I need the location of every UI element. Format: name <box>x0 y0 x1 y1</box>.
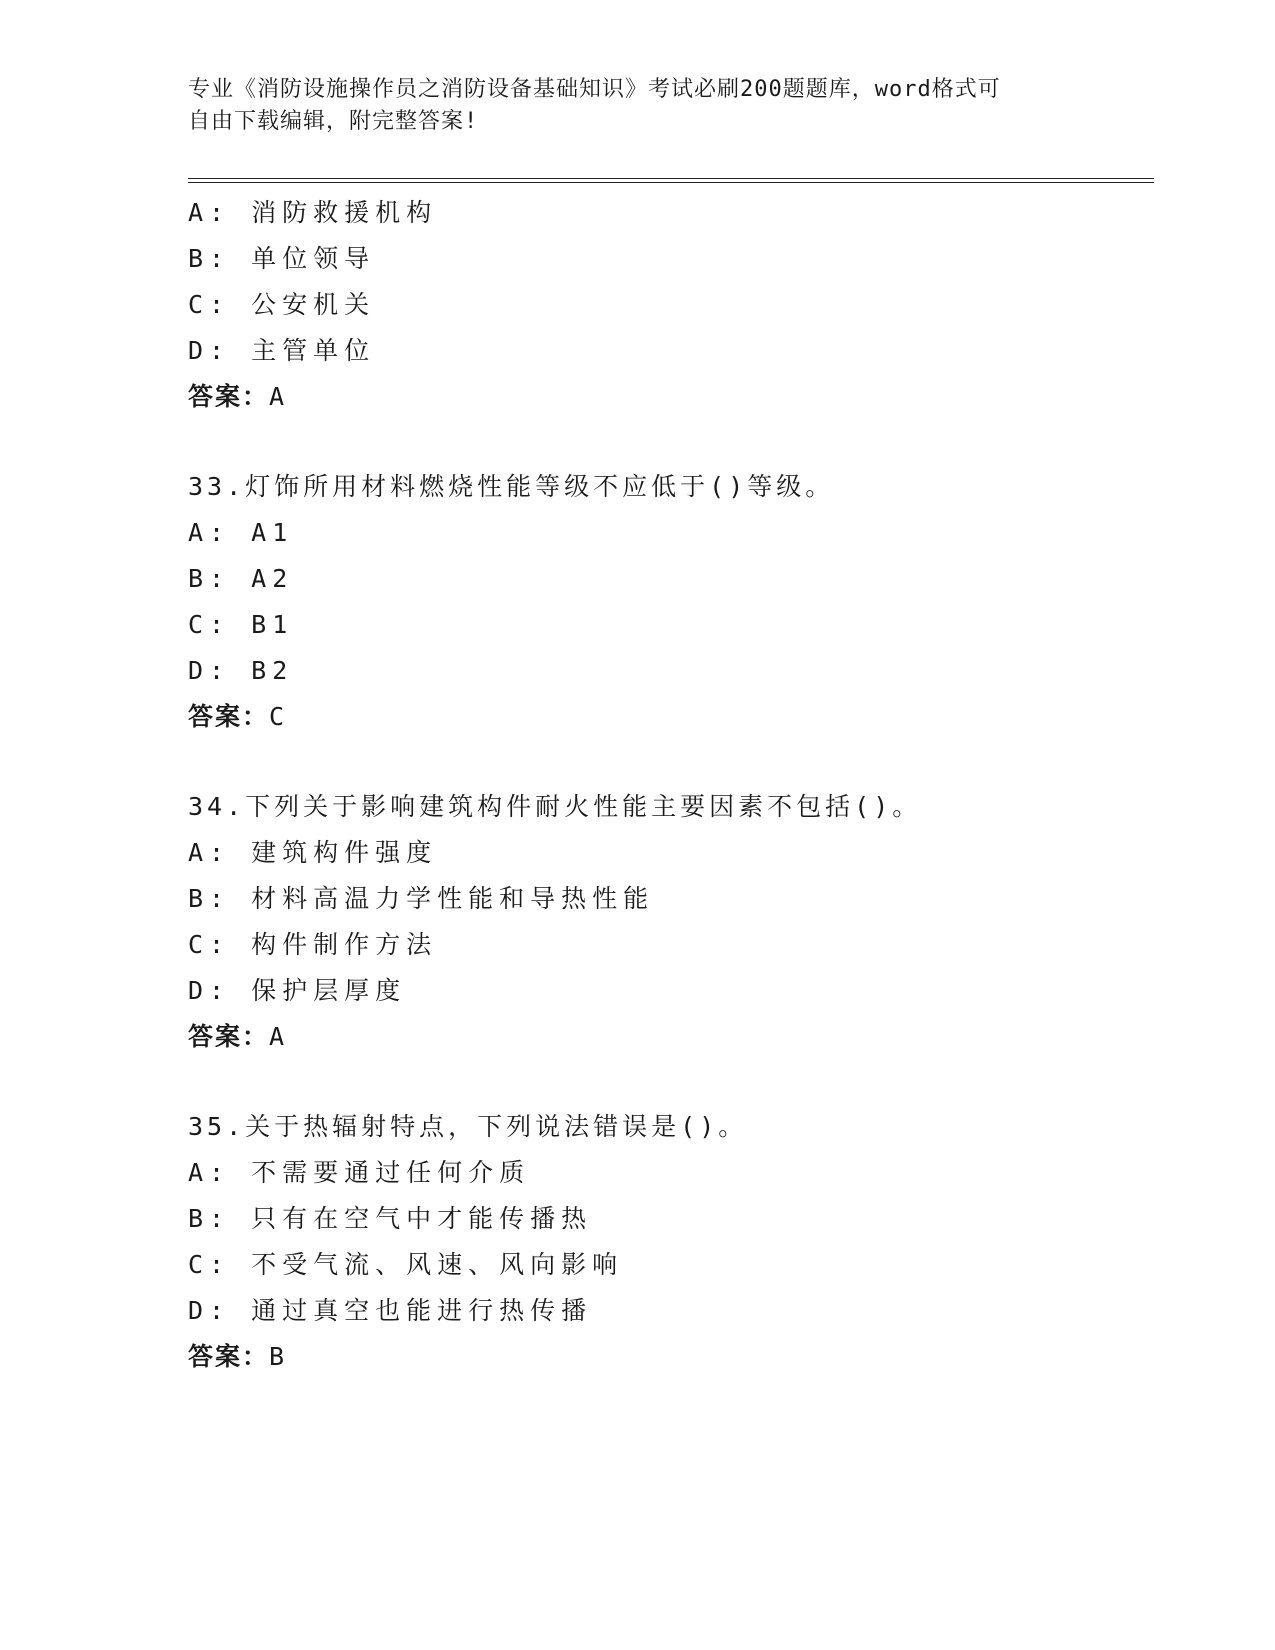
header-divider-top <box>188 178 1154 179</box>
option-d: D: 主管单位 <box>188 336 376 365</box>
answer-line <box>188 1334 1148 1380</box>
option-a: A: 不需要通过任何介质 <box>188 1158 531 1187</box>
question-list <box>188 190 1148 1380</box>
answer-label: 答案： <box>188 1022 270 1051</box>
option-b: B: 材料高温力学性能和导热性能 <box>188 884 655 913</box>
option-c: C: 公安机关 <box>188 290 376 319</box>
header-line-2: 自由下载编辑，附完整答案! <box>188 109 479 134</box>
answer-label: 答案： <box>188 382 270 411</box>
option-c: C: 不受气流、风速、风向影响 <box>188 1250 624 1279</box>
question-block <box>188 784 1148 1060</box>
answer-line <box>188 1014 1148 1060</box>
document-header <box>188 74 1088 138</box>
option-b: B: 单位领导 <box>188 244 376 273</box>
option-b: B: A2 <box>188 564 294 593</box>
option-a: A: 消防救援机构 <box>188 198 438 227</box>
question-block <box>188 464 1148 740</box>
option-c: C: 构件制作方法 <box>188 930 438 959</box>
answer-line <box>188 374 1148 420</box>
question-stem: 33.灯饰所用材料燃烧性能等级不应低于()等级。 <box>188 472 835 501</box>
option-a: A: 建筑构件强度 <box>188 838 438 867</box>
question-block <box>188 190 1148 420</box>
header-divider-bottom <box>188 182 1154 183</box>
question-stem: 34.下列关于影响建筑构件耐火性能主要因素不包括()。 <box>188 792 922 821</box>
question-block <box>188 1104 1148 1380</box>
answer-value: A <box>269 382 287 411</box>
answer-label: 答案： <box>188 1342 270 1371</box>
option-d: D: 保护层厚度 <box>188 976 407 1005</box>
question-stem: 35.关于热辐射特点，下列说法错误是()。 <box>188 1112 748 1141</box>
answer-value: B <box>269 1342 287 1371</box>
option-c: C: B1 <box>188 610 294 639</box>
option-a: A: A1 <box>188 518 294 547</box>
answer-label: 答案： <box>188 702 270 731</box>
header-line-1: 专业《消防设施操作员之消防设备基础知识》考试必刷200题题库，word格式可 <box>188 77 1001 102</box>
option-d: D: B2 <box>188 656 294 685</box>
answer-line <box>188 694 1148 740</box>
answer-value: C <box>269 702 287 731</box>
option-b: B: 只有在空气中才能传播热 <box>188 1204 593 1233</box>
option-d: D: 通过真空也能进行热传播 <box>188 1296 593 1325</box>
answer-value: A <box>269 1022 287 1051</box>
